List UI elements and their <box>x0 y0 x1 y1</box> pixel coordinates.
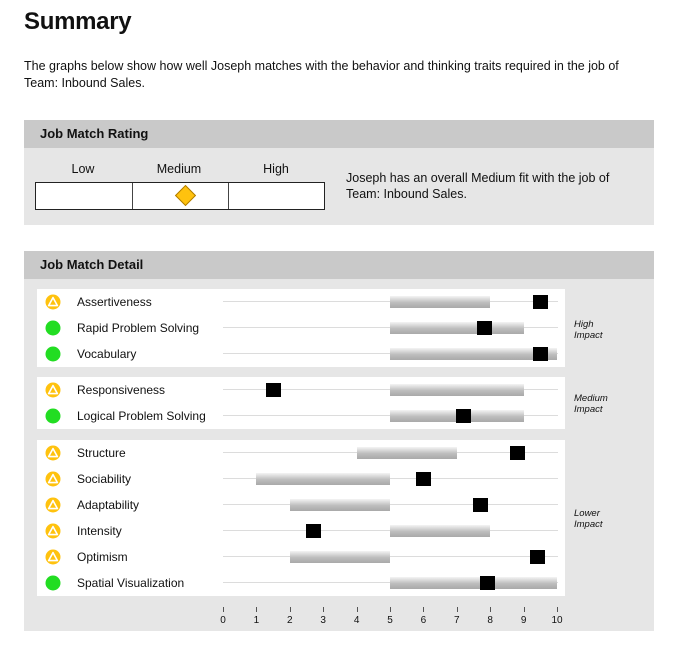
trait-group <box>37 377 565 429</box>
score-marker <box>306 524 321 538</box>
score-marker <box>530 550 545 564</box>
axis-tick <box>357 607 358 612</box>
impact-label <box>574 508 603 530</box>
impact-label-line: High <box>574 319 594 330</box>
trait-row <box>37 315 565 341</box>
caution-triangle-icon <box>45 549 61 565</box>
trait-row <box>37 492 565 518</box>
target-range-bar <box>390 348 557 360</box>
caution-triangle-icon <box>45 294 61 310</box>
caution-triangle-icon <box>45 445 61 461</box>
trait-label: Intensity <box>77 524 122 538</box>
trait-row <box>37 570 565 596</box>
scale-label-medium: Medium <box>156 162 202 176</box>
job-match-rating-panel <box>24 120 654 225</box>
axis-tick-label: 4 <box>353 615 360 626</box>
trait-row <box>37 377 565 403</box>
trait-track <box>223 504 558 505</box>
match-circle-icon <box>45 575 61 591</box>
axis-tick-label: 1 <box>253 615 260 626</box>
trait-row <box>37 341 565 367</box>
impact-label <box>574 393 608 415</box>
axis-tick <box>256 607 257 612</box>
target-range-bar <box>390 322 524 334</box>
caution-triangle-icon <box>45 497 61 513</box>
impact-label-line: Impact <box>574 330 603 341</box>
axis-tick <box>423 607 424 612</box>
target-range-bar <box>357 447 457 459</box>
trait-label: Vocabulary <box>77 347 137 361</box>
axis-tick <box>524 607 525 612</box>
score-marker <box>477 321 492 335</box>
target-range-bar <box>390 296 490 308</box>
axis-tick-label: 3 <box>320 615 326 626</box>
trait-row <box>37 289 565 315</box>
axis-tick <box>290 607 291 612</box>
caution-triangle-icon <box>45 471 61 487</box>
match-circle-icon <box>45 320 61 336</box>
score-marker <box>266 383 281 397</box>
impact-label-line: Medium <box>574 393 608 404</box>
job-match-detail-heading: Job Match Detail <box>24 251 654 279</box>
axis-tick-label: 0 <box>220 615 226 626</box>
trait-row <box>37 440 565 466</box>
axis-tick <box>390 607 391 612</box>
axis-tick-label: 6 <box>420 615 427 626</box>
page-title: Summary <box>24 8 132 35</box>
trait-row <box>37 518 565 544</box>
score-marker <box>416 472 431 486</box>
target-range-bar <box>256 473 390 485</box>
caution-triangle-icon <box>45 382 61 398</box>
axis-tick <box>557 607 558 612</box>
match-circle-icon <box>45 346 61 362</box>
score-marker <box>473 498 488 512</box>
trait-group <box>37 440 565 596</box>
trait-label: Rapid Problem Solving <box>77 321 200 335</box>
axis-tick-label: 8 <box>487 615 493 626</box>
trait-row <box>37 544 565 570</box>
target-range-bar <box>290 551 390 563</box>
axis-tick-label: 2 <box>287 615 293 626</box>
caution-triangle-icon <box>45 523 61 539</box>
job-match-rating-heading: Job Match Rating <box>24 120 654 148</box>
trait-label: Spatial Visualization <box>77 576 185 590</box>
impact-label-line: Lower <box>574 508 600 519</box>
scale-label-high: High <box>263 162 289 176</box>
trait-group <box>37 289 565 367</box>
scale-divider <box>228 183 229 209</box>
trait-label: Optimism <box>77 550 128 564</box>
trait-label: Structure <box>77 446 126 460</box>
rating-summary: Joseph has an overall Medium fit with the job of Team: Inbound Sales. <box>346 171 610 201</box>
score-marker <box>533 347 548 361</box>
score-marker <box>480 576 495 590</box>
target-range-bar <box>390 577 557 589</box>
job-match-detail-panel <box>24 251 654 631</box>
axis-tick <box>323 607 324 612</box>
axis-tick-label: 5 <box>387 615 393 626</box>
axis-tick <box>457 607 458 612</box>
target-range-bar <box>290 499 390 511</box>
impact-label-line: Impact <box>574 404 603 415</box>
axis-tick-label: 10 <box>551 615 563 626</box>
score-marker <box>510 446 525 460</box>
axis-tick-label: 9 <box>520 615 527 626</box>
scale-label-low: Low <box>71 162 95 176</box>
trait-row <box>37 466 565 492</box>
trait-label: Assertiveness <box>77 295 152 309</box>
score-marker <box>456 409 471 423</box>
impact-label-line: Impact <box>574 519 603 530</box>
target-range-bar <box>390 384 524 396</box>
trait-label: Logical Problem Solving <box>77 409 206 423</box>
target-range-bar <box>390 525 490 537</box>
impact-label <box>574 319 603 341</box>
axis-tick <box>490 607 491 612</box>
trait-track <box>223 556 558 557</box>
trait-label: Adaptability <box>77 498 140 512</box>
scale-divider <box>132 183 133 209</box>
axis-tick <box>223 607 224 612</box>
trait-label: Responsiveness <box>77 383 166 397</box>
axis-tick-label: 7 <box>454 615 460 626</box>
trait-label: Sociability <box>77 472 132 486</box>
match-circle-icon <box>45 408 61 424</box>
score-marker <box>533 295 548 309</box>
trait-row <box>37 403 565 429</box>
intro-text: The graphs below show how well Joseph matches with the behavior and thinking traits required in the job of Team: Inbound Sales. <box>24 59 619 90</box>
